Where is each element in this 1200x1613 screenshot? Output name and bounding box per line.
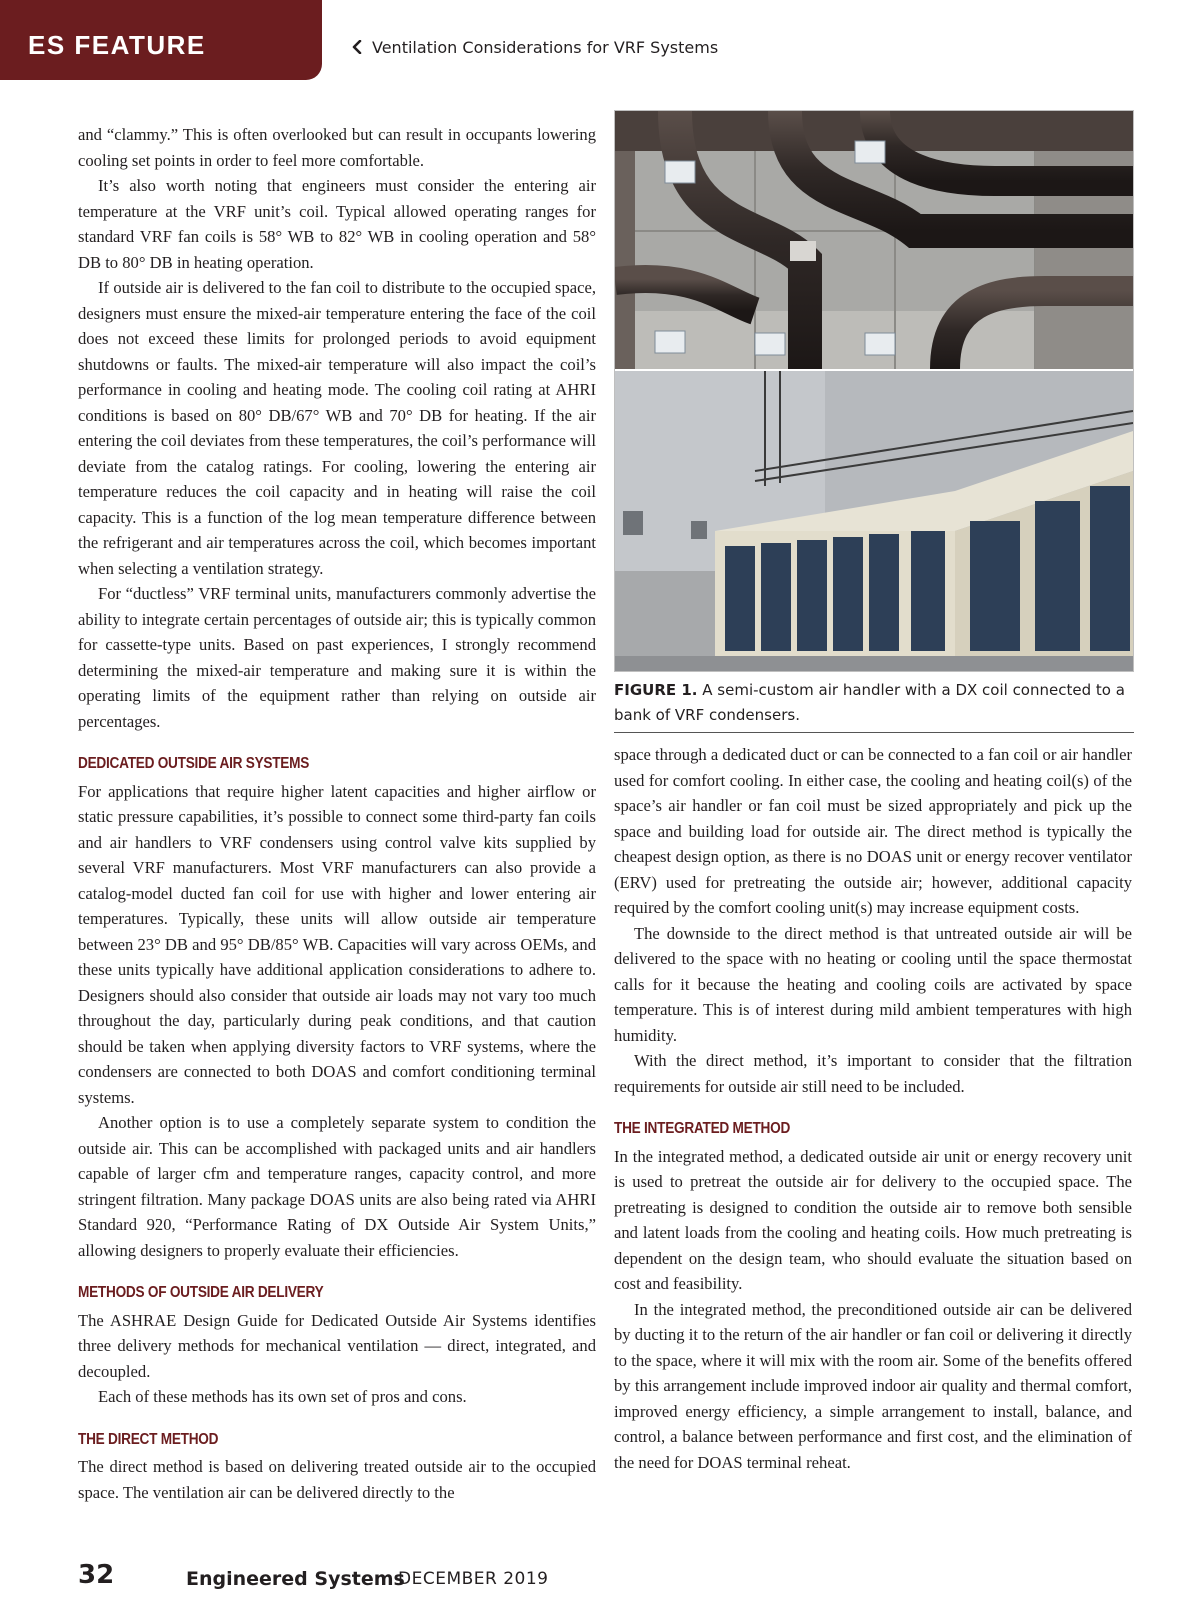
page-number: 32 <box>78 1560 115 1590</box>
paragraph: Another option is to use a completely separate system to condition the outside air. This can be accomplished with packaged units and air handlers capable of larger cfm and temperature ranges, capacity control, and more stringent filtration. Many package DOAS units are also being rated via AHRI Standard 920, “Performance Rating of DX Outside Air System Units,” allowing designers to properly evaluate their efficiencies. <box>78 1113 596 1260</box>
chevron-left-icon <box>352 40 362 54</box>
figure-caption-text: A semi-custom air handler with a DX coil connected to a bank of VRF condensers. <box>614 681 1125 724</box>
vrf-condensers-photo <box>615 371 1133 671</box>
paragraph: The direct method is based on delivering treated outside air to the occupied space. The ventilation air can be delivered directly to the <box>78 1457 596 1502</box>
paragraph: If outside air is delivered to the fan coil to distribute to the occupied space, designers must ensure the mixed-air temperature entering the face of the coil does not exceed these limits for prolonged periods to avoid equipment shutdowns or faults. The mixed-air temperature will also impact the coil’s performance in cooling and heating mode. The cooling coil rating at AHRI conditions is based on 80° DB/67° WB and 70° DB for heating. If the air entering the coil deviates from these temperatures, the coil’s performance will deviate from the catalog ratings. For cooling, lowering the entering air temperature reduces the coil capacity and in heating will raise the coil capacity. This is a function of the log mean temperature difference between the refrigerant and air temperatures across the coil, which becomes important when selecting a ventilation strategy. <box>78 278 596 578</box>
figure-caption <box>614 678 1132 728</box>
section-tab-label: ES FEATURE <box>28 30 206 60</box>
paragraph: and “clammy.” This is often overlooked but can result in occupants lowering cooling set points in order to feel more comfortable. <box>78 125 596 170</box>
magazine-name: Engineered Systems <box>186 1568 405 1590</box>
paragraph: It’s also worth noting that engineers must consider the entering air temperature at the VRF unit’s coil. Typical allowed operating ranges for standard VRF fan coils is 58° WB to 82° WB in cooling operation and 58° DB to 80° DB in heating operation. <box>78 176 596 272</box>
article-title-link: Ventilation Considerations for VRF Systems <box>372 38 719 57</box>
air-handler-photo <box>615 111 1133 369</box>
section-heading-doas: DEDICATED OUTSIDE AIR SYSTEMS <box>78 755 310 772</box>
paragraph: Each of these methods has its own set of pros and cons. <box>98 1387 467 1406</box>
section-tab <box>0 0 322 80</box>
paragraph: In the integrated method, a dedicated outside air unit or energy recovery unit is used to pretreat the outside air for delivery to the occupied space. The pretreating is designed to condition the outside air to remove both sensible and latent loads from the cooling and heating coils. How much pretreating is dependent on the design team, who should evaluate the situation based on cost and feasibility. <box>614 1146 1132 1293</box>
paragraph: For applications that require higher latent capacities and higher airflow or static pressure capabilities, it’s possible to connect some third-party fan coils and air handlers to VRF condensers using control valve kits supplied by several VRF manufacturers. Most VRF manufacturers can also provide a catalog-model ducted fan coil for use with higher and lower entering air temperatures. Typically, these units will allow outside air temperature between 23° DB and 95° DB/85° WB. Capacities will vary across OEMs, and these units typically have additional application considerations to adhere to. Designers should also consider that outside air loads may not vary too much throughout the day, particularly during peak conditions, and that caution should be taken when applying diversity factors to VRF systems, where the condensers are connected to both DOAS and comfort conditioning terminal systems. <box>78 781 596 1107</box>
section-heading-methods: METHODS OF OUTSIDE AIR DELIVERY <box>78 1284 324 1301</box>
caption-divider <box>614 732 1134 733</box>
paragraph: The downside to the direct method is that untreated outside air will be delivered to the space with no heating or cooling until the space thermostat calls for it because the heating and cooling coils are activated by space temperature. This is of interest during mild ambient temperatures with high humidity. <box>614 923 1132 1045</box>
paragraph: The ASHRAE Design Guide for Dedicated Outside Air Systems identifies three delivery methods for mechanical ventilation — direct, integrated, and decoupled. <box>78 1310 596 1381</box>
article-back-link[interactable] <box>352 38 718 57</box>
paragraph: In the integrated method, the preconditioned outside air can be delivered by ducting it to the return of the air handler or fan coil or delivering it directly to the space, where it will mix with the room air. Some of the benefits offered by this arrangement include improved indoor air quality and thermal comfort, improved energy efficiency, a simple arrangement to install, balance, and control, a balance between performance and first cost, and the elimination of the need for DOAS terminal reheat. <box>614 1299 1132 1472</box>
section-heading-integrated: THE INTEGRATED METHOD <box>614 1120 791 1137</box>
right-column <box>614 742 1132 1475</box>
left-column <box>78 122 596 1505</box>
paragraph: For “ductless” VRF terminal units, manufacturers commonly advertise the ability to integrate certain percentages of outside air; this is typically common for cassette-type units. Based on past experiences, I strongly recommend determining the mixed-air temperature and making sure it is within the operating limits of the equipment rather than relying on outside air percentages. <box>78 584 596 731</box>
issue-date: DECEMBER 2019 <box>398 1569 549 1589</box>
section-heading-direct: THE DIRECT METHOD <box>78 1430 219 1448</box>
figure-1 <box>614 110 1134 672</box>
paragraph: space through a dedicated duct or can be connected to a fan coil or air handler used for comfort cooling. In either case, the cooling and heating coil(s) of the space’s air handler or fan coil must be sized appropriately and pick up the space and building load for outside air. The direct method is typically the cheapest design option, as there is no DOAS unit or energy recover ventilator (ERV) used for pretreating the outside air; however, additional capacity required by the comfort cooling unit(s) may increase equipment costs. <box>614 745 1132 917</box>
figure-label: FIGURE 1. <box>614 681 698 699</box>
paragraph: With the direct method, it’s important to consider that the filtration requirements for outside air still need to be included. <box>614 1051 1132 1096</box>
